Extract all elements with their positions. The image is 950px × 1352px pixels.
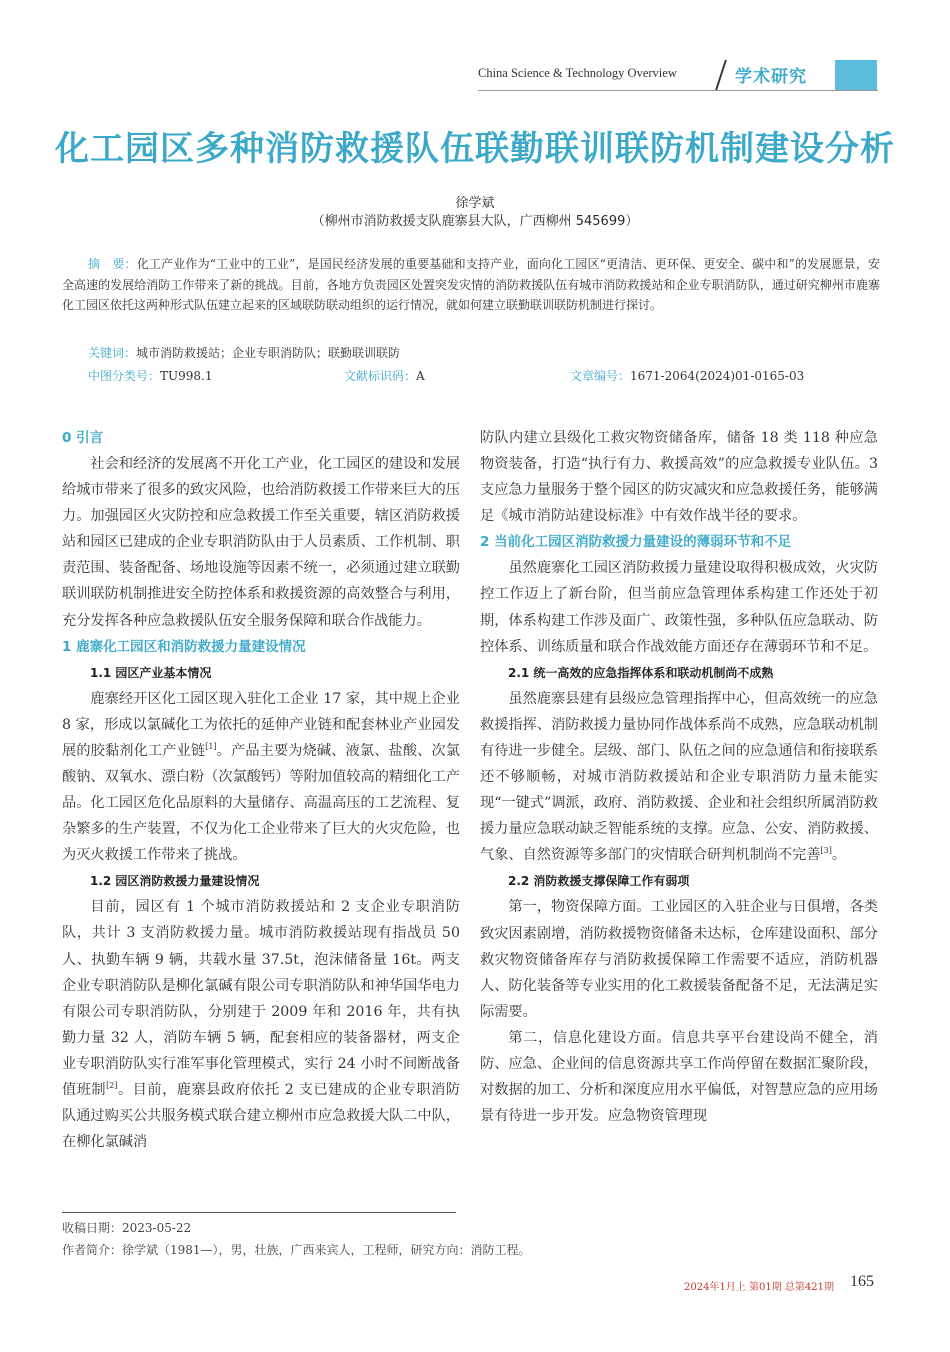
page-number: 165 — [850, 1273, 874, 1290]
abstract — [62, 254, 880, 316]
abstract-label: 摘 要： — [88, 257, 137, 271]
paragraph: 虽然鹿寨化工园区消防救援力量建设取得积极成效，火灾防控工作迈上了新台阶，但当前应急管理体系构建工作还处于初期，体系构建工作涉及面广、政策性强，多种队伍应急联动、防控体系、训练质量和联合作战效能方面还存在薄弱环节和不足。 — [480, 560, 878, 655]
subsection-heading: 1.2 园区消防救援力量建设情况 — [90, 874, 260, 889]
paragraph-text: 。产品主要为烧碱、液氯、盐酸、次氯酸钠、双氧水、漂白粉（次氯酸钙）等附加值较高的精细化工产品。化工园区危化品原料的大量储存、高温高压的工艺流程、复杂繁多的生产装置，不仅为化工企业带来了巨大的火灾危险，也为灭火救援工作带来了挑战。 — [62, 742, 460, 864]
paragraph — [480, 686, 878, 869]
subsection-heading: 1.1 园区产业基本情况 — [90, 665, 212, 680]
citation-ref: [3] — [820, 846, 832, 856]
section-heading: 1 鹿寨化工园区和消防救援力量建设情况 — [62, 638, 306, 655]
paragraph-text: 目前，园区有 1 个城市消防救援站和 2 支企业专职消防队，共计 3 支消防救援力量。城市消防救援站现有指战员 50 人、执勤车辆 9 辆，共载水量 37.5t，泡沫储备量 16t。两支企业专职消防队是柳化氯碱有限公司专职消防队和神华国华电力有限公司专职消防队，分别建于 2009 年和 2016 年，共有执勤力量 32 人，消防车辆 5 辆，配套相应的装备器材，两支企业专职消防队实行准军事化管理模式，实行 24 小时不间断战备值班制 — [62, 899, 460, 1098]
author-bio: 作者简介：徐学斌（1981—），男，壮族，广西来宾人，工程师，研究方向：消防工程。 — [62, 1243, 531, 1257]
document-code-label: 文献标识码： — [344, 369, 417, 383]
abstract-text: 化工产业作为“工业中的工业”，是国民经济发展的重要基础和支持产业，面向化工园区“更清洁、更环保、更安全、碳中和”的发展愿景，安全高速的发展给消防工作带来了新的挑战。目前，各地方负责园区处置突发灾情的消防救援队伍有城市消防救援站和企业专职消防队，通过研究柳州市鹿寨化工园区依托这两种形式队伍建立起来的区域联防联动组织的运行情况，就如何建立联勤联训联防机制进行探讨。 — [62, 257, 880, 312]
paragraph: 第一，物资保障方面。工业园区的入驻企业与日俱增，各类致灾因素剧增，消防救援物资储备未达标，仓库建设面积、部分救灾物资储备库存与消防救援保障工作需要不适应，消防机器人、防化装备等专业实用的化工救援装备配备不足，无法满足实际需要。 — [480, 899, 878, 1020]
header-slash-divider — [715, 60, 727, 90]
clc-number — [88, 367, 213, 384]
journal-name: China Science & Technology Overview — [478, 66, 677, 80]
subsection-heading: 2.2 消防救援支撑保障工作有弱项 — [508, 874, 690, 889]
header-color-block — [835, 60, 877, 90]
author-affiliation: （柳州市消防救援支队鹿寨县大队，广西柳州 545699） — [311, 214, 639, 229]
paragraph — [62, 686, 460, 869]
article-title: 化工园区多种消防救援队伍联勤联训联防机制建设分析 — [55, 129, 895, 169]
paragraph-text: 。 — [831, 847, 847, 864]
keywords — [88, 344, 400, 361]
document-code-value: A — [416, 369, 425, 383]
paragraph: 社会和经济的发展离不开化工产业，化工园区的建设和发展给城市带来了很多的致灾风险，也给消防救援工作带来巨大的压力。加强园区火灾防控和应急救援工作至关重要，辖区消防救援站和园区已建成的企业专职消防队由于人员素质、工作机制、职责范围、装备配备、场地设施等因素不统一，必须通过建立联勤联训联防机制推进安全防控体系和救援资源的高效整合与利用，充分发挥各种应急救援队伍安全服务保障和联合作战能力。 — [62, 456, 460, 629]
article-number — [570, 367, 804, 384]
issue-info: 2024年1月上 第01期 总第421期 — [684, 1282, 834, 1293]
citation-ref: [2] — [106, 1080, 118, 1090]
clc-label: 中图分类号： — [88, 369, 161, 383]
section-label: 学术研究 — [735, 67, 807, 87]
section-heading: 0 引言 — [62, 430, 104, 446]
subsection-heading: 2.1 统一高效的应急指挥体系和联动机制尚不成熟 — [508, 665, 774, 680]
keywords-label: 关键词： — [88, 346, 137, 360]
body-column-left — [62, 425, 460, 1155]
clc-value: TU998.1 — [160, 369, 213, 383]
keywords-text: 城市消防救援站；企业专职消防队；联勤联训联防 — [136, 346, 401, 360]
article-number-value: 1671-2064(2024)01-0165-03 — [630, 369, 805, 383]
document-code — [344, 367, 425, 384]
article-number-label: 文章编号： — [570, 369, 631, 383]
paragraph-text: 鹿寨经开区化工园区现入驻化工企业 17 家，其中规上企业 8 家，形成以氯碱化工为依托的延伸产业链和配套林业产业园发展的胶黏剂化工产业链 — [62, 690, 460, 759]
received-date: 收稿日期：2023-05-22 — [62, 1221, 192, 1235]
paragraph-text: 。目前，鹿寨县政府依托 2 支已建成的企业专职消防队通过购买公共服务模式联合建立柳州市应急救援大队二中队，在柳化氯碱消 — [62, 1081, 460, 1151]
section-heading: 2 当前化工园区消防救援力量建设的薄弱环节和不足 — [480, 534, 792, 551]
citation-ref: [1] — [205, 741, 217, 751]
paragraph: 第二，信息化建设方面。信息共享平台建设尚不健全，消防、应急、企业间的信息资源共享工作尚停留在数据汇聚阶段，对数据的加工、分析和深度应用水平偏低，对智慧应急的应用场景有待进一步开发。应急物资管理现 — [480, 1029, 878, 1125]
body-column-right — [480, 425, 878, 1129]
paragraph — [62, 894, 460, 1155]
footnote-rule — [62, 1212, 456, 1213]
author-name: 徐学斌 — [455, 196, 495, 211]
paragraph-text: 虽然鹿寨县建有县级应急管理指挥中心，但高效统一的应急救援指挥、消防救援力量协同作战体系尚不成熟，应急联动机制有待进一步健全。层级、部门、队伍之间的应急通信和衔接联系还不够顺畅，对城市消防救援站和企业专职消防力量未能实现“一键式”调派，政府、消防救援、企业和社会组织所属消防救援力量应急联动缺乏智能系统的支撑。应急、公安、消防救援、气象、自然资源等多部门的灾情联合研判机制尚不完善 — [480, 690, 878, 864]
header-rule — [478, 90, 878, 91]
paragraph-continued: 防队内建立县级化工救灾物资储备库，储备 18 类 118 种应急物资装备，打造“执行有力、救援高效”的应急救援专业队伍。3 支应急力量服务于整个园区的防灾减灾和应急救援任务，能够满足《城市消防站建设标准》中有效作战半径的要求。 — [480, 430, 878, 525]
